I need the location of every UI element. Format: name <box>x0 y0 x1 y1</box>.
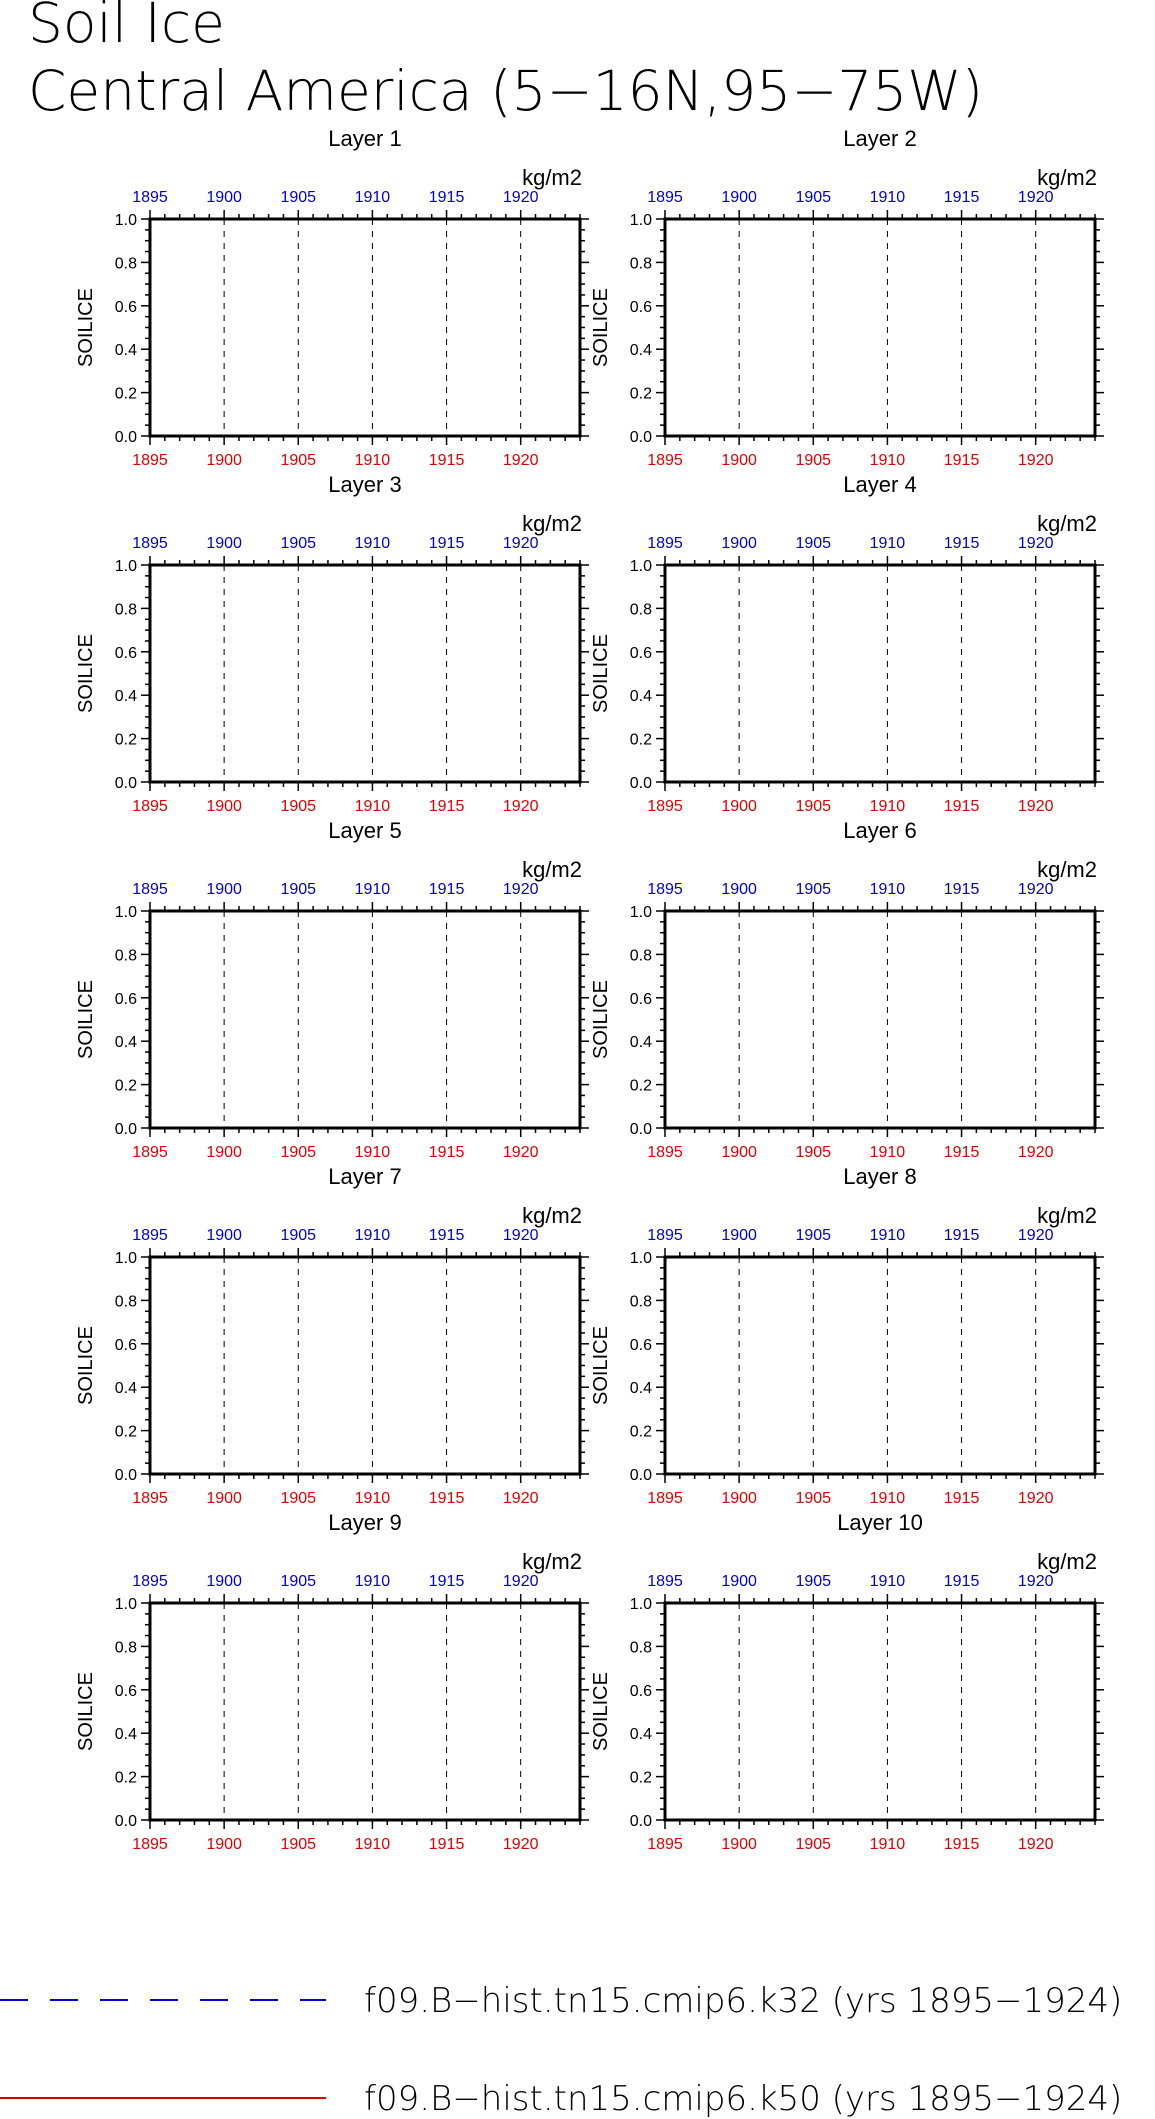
y-tick-label: 0.2 <box>629 1077 652 1095</box>
y-tick-label: 0.4 <box>114 1726 137 1744</box>
units-label: kg/m2 <box>522 511 582 536</box>
x-tick-label-bottom: 1905 <box>280 798 317 815</box>
y-tick-label: 0.4 <box>114 1380 137 1398</box>
x-tick-label-bottom: 1920 <box>1017 798 1054 815</box>
x-tick-label-bottom: 1910 <box>354 1144 391 1161</box>
x-tick-label-bottom: 1900 <box>206 798 242 815</box>
x-tick-label-top: 1910 <box>354 881 391 898</box>
y-tick-label: 0.6 <box>629 644 652 662</box>
x-tick-label-bottom: 1895 <box>647 1836 683 1853</box>
figure-title-line2: Central America (5−16N,95−75W) <box>28 59 984 123</box>
x-tick-label-bottom: 1915 <box>943 452 980 469</box>
y-tick-label: 1.0 <box>114 1596 137 1613</box>
panel-title: Layer 8 <box>843 1164 917 1189</box>
y-tick-label: 0.8 <box>114 1293 137 1311</box>
x-tick-label-bottom: 1895 <box>132 798 168 815</box>
x-tick-label-top: 1915 <box>943 189 980 206</box>
x-tick-label-bottom: 1905 <box>795 1490 832 1507</box>
y-tick-label: 0.6 <box>114 644 137 662</box>
panel-title: Layer 5 <box>328 818 402 843</box>
x-tick-label-top: 1900 <box>721 881 757 898</box>
x-tick-label-bottom: 1915 <box>428 1836 465 1853</box>
y-tick-label: 0.0 <box>114 1467 137 1484</box>
y-tick-label: 0.8 <box>114 1639 137 1657</box>
y-tick-label: 0.8 <box>114 601 137 619</box>
y-axis-label: SOILICE <box>590 1326 612 1405</box>
x-tick-label-bottom: 1910 <box>354 1836 391 1853</box>
units-label: kg/m2 <box>1037 1203 1097 1228</box>
x-tick-label-top: 1920 <box>502 1573 539 1590</box>
panel-title: Layer 1 <box>328 126 402 151</box>
x-tick-label-top: 1905 <box>795 881 832 898</box>
x-tick-label-top: 1895 <box>132 1573 168 1590</box>
y-axis-label: SOILICE <box>75 1326 97 1405</box>
y-tick-label: 0.4 <box>629 688 652 706</box>
y-tick-label: 0.0 <box>629 1813 652 1830</box>
x-tick-label-bottom: 1900 <box>206 1490 242 1507</box>
x-tick-label-top: 1895 <box>132 881 168 898</box>
y-tick-label: 0.6 <box>114 298 137 316</box>
x-tick-label-top: 1895 <box>132 1227 168 1244</box>
x-tick-label-bottom: 1900 <box>206 1836 242 1853</box>
x-tick-label-top: 1910 <box>354 535 391 552</box>
x-tick-label-bottom: 1915 <box>428 798 465 815</box>
y-tick-label: 0.8 <box>629 601 652 619</box>
panel-title: Layer 9 <box>328 1510 402 1535</box>
x-tick-label-bottom: 1900 <box>721 1836 757 1853</box>
x-tick-label-top: 1910 <box>354 189 391 206</box>
y-tick-label: 1.0 <box>629 904 652 921</box>
panel-title: Layer 2 <box>843 126 917 151</box>
y-tick-label: 0.2 <box>629 1769 652 1787</box>
y-tick-label: 0.4 <box>629 1034 652 1052</box>
x-tick-label-bottom: 1895 <box>647 1144 683 1161</box>
x-tick-label-top: 1895 <box>647 535 683 552</box>
units-label: kg/m2 <box>522 165 582 190</box>
x-tick-label-bottom: 1915 <box>428 1144 465 1161</box>
x-tick-label-bottom: 1910 <box>869 1144 906 1161</box>
x-tick-label-bottom: 1905 <box>795 1144 832 1161</box>
units-label: kg/m2 <box>1037 165 1097 190</box>
y-tick-label: 0.8 <box>629 1293 652 1311</box>
x-tick-label-top: 1905 <box>795 535 832 552</box>
x-tick-label-top: 1905 <box>795 1227 832 1244</box>
y-tick-label: 0.4 <box>629 1726 652 1744</box>
x-tick-label-bottom: 1900 <box>721 452 757 469</box>
units-label: kg/m2 <box>522 857 582 882</box>
x-tick-label-top: 1900 <box>206 189 242 206</box>
y-tick-label: 1.0 <box>629 212 652 229</box>
y-tick-label: 0.0 <box>629 775 652 792</box>
x-tick-label-bottom: 1915 <box>943 1144 980 1161</box>
y-axis-label: SOILICE <box>75 980 97 1059</box>
y-axis-label: SOILICE <box>590 634 612 713</box>
x-tick-label-bottom: 1915 <box>428 1490 465 1507</box>
x-tick-label-top: 1920 <box>1017 189 1054 206</box>
x-tick-label-top: 1905 <box>280 535 317 552</box>
y-tick-label: 0.4 <box>629 342 652 360</box>
legend-label-k32: f09.B−hist.tn15.cmip6.k32 (yrs 1895−1924) <box>364 1981 1123 2021</box>
x-tick-label-bottom: 1920 <box>502 1490 539 1507</box>
panel-title: Layer 6 <box>843 818 917 843</box>
x-tick-label-top: 1900 <box>721 535 757 552</box>
x-tick-label-bottom: 1920 <box>1017 1490 1054 1507</box>
y-tick-label: 0.0 <box>629 429 652 446</box>
panel-title: Layer 7 <box>328 1164 402 1189</box>
x-tick-label-bottom: 1920 <box>502 1144 539 1161</box>
x-tick-label-bottom: 1905 <box>795 798 832 815</box>
x-tick-label-bottom: 1900 <box>721 798 757 815</box>
x-tick-label-top: 1920 <box>502 535 539 552</box>
x-tick-label-top: 1910 <box>869 1573 906 1590</box>
x-tick-label-bottom: 1905 <box>795 1836 832 1853</box>
y-tick-label: 0.6 <box>114 990 137 1008</box>
x-tick-label-bottom: 1920 <box>1017 1836 1054 1853</box>
y-tick-label: 0.2 <box>629 385 652 403</box>
x-tick-label-top: 1915 <box>943 881 980 898</box>
y-axis-label: SOILICE <box>75 288 97 367</box>
y-tick-label: 0.2 <box>114 385 137 403</box>
x-tick-label-bottom: 1895 <box>132 1490 168 1507</box>
x-tick-label-bottom: 1915 <box>428 452 465 469</box>
units-label: kg/m2 <box>1037 1549 1097 1574</box>
x-tick-label-bottom: 1920 <box>502 798 539 815</box>
y-tick-label: 0.2 <box>114 731 137 749</box>
y-tick-label: 1.0 <box>114 904 137 921</box>
x-tick-label-bottom: 1895 <box>132 1836 168 1853</box>
y-tick-label: 0.6 <box>114 1682 137 1700</box>
x-tick-label-top: 1895 <box>132 535 168 552</box>
x-tick-label-top: 1910 <box>354 1573 391 1590</box>
panel-title: Layer 10 <box>837 1510 923 1535</box>
y-tick-label: 0.6 <box>629 1682 652 1700</box>
x-tick-label-top: 1905 <box>280 1573 317 1590</box>
y-axis-label: SOILICE <box>75 634 97 713</box>
x-tick-label-top: 1900 <box>721 1227 757 1244</box>
x-tick-label-top: 1895 <box>132 189 168 206</box>
x-tick-label-bottom: 1920 <box>1017 452 1054 469</box>
y-tick-label: 0.2 <box>114 1077 137 1095</box>
y-tick-label: 1.0 <box>114 212 137 229</box>
y-tick-label: 0.0 <box>114 775 137 792</box>
x-tick-label-bottom: 1900 <box>721 1490 757 1507</box>
x-tick-label-bottom: 1910 <box>869 1836 906 1853</box>
x-tick-label-top: 1915 <box>428 881 465 898</box>
y-tick-label: 0.8 <box>629 255 652 273</box>
y-tick-label: 0.2 <box>114 1769 137 1787</box>
x-tick-label-top: 1915 <box>428 1573 465 1590</box>
units-label: kg/m2 <box>1037 511 1097 536</box>
x-tick-label-top: 1910 <box>869 881 906 898</box>
y-tick-label: 0.0 <box>114 1813 137 1830</box>
units-label: kg/m2 <box>522 1549 582 1574</box>
y-tick-label: 0.8 <box>114 255 137 273</box>
x-tick-label-top: 1910 <box>869 189 906 206</box>
y-tick-label: 0.0 <box>114 429 137 446</box>
x-tick-label-bottom: 1920 <box>502 452 539 469</box>
x-tick-label-bottom: 1905 <box>280 1144 317 1161</box>
x-tick-label-top: 1910 <box>354 1227 391 1244</box>
x-tick-label-top: 1920 <box>502 1227 539 1244</box>
legend-label-k50: f09.B−hist.tn15.cmip6.k50 (yrs 1895−1924) <box>364 2079 1123 2119</box>
y-axis-label: SOILICE <box>75 1672 97 1751</box>
y-axis-label: SOILICE <box>590 980 612 1059</box>
x-tick-label-bottom: 1895 <box>132 1144 168 1161</box>
x-tick-label-top: 1900 <box>206 1573 242 1590</box>
x-tick-label-bottom: 1900 <box>206 1144 242 1161</box>
x-tick-label-top: 1895 <box>647 881 683 898</box>
y-tick-label: 0.8 <box>629 1639 652 1657</box>
x-tick-label-bottom: 1905 <box>280 1836 317 1853</box>
y-tick-label: 0.0 <box>114 1121 137 1138</box>
y-tick-label: 0.6 <box>114 1336 137 1354</box>
panel-title: Layer 3 <box>328 472 402 497</box>
x-tick-label-top: 1915 <box>428 535 465 552</box>
x-tick-label-top: 1915 <box>428 1227 465 1244</box>
y-tick-label: 0.4 <box>114 1034 137 1052</box>
x-tick-label-top: 1900 <box>206 535 242 552</box>
x-tick-label-top: 1915 <box>943 535 980 552</box>
x-tick-label-bottom: 1920 <box>502 1836 539 1853</box>
x-tick-label-top: 1895 <box>647 1573 683 1590</box>
units-label: kg/m2 <box>522 1203 582 1228</box>
y-tick-label: 0.2 <box>114 1423 137 1441</box>
x-tick-label-top: 1920 <box>1017 1573 1054 1590</box>
x-tick-label-bottom: 1905 <box>795 452 832 469</box>
x-tick-label-bottom: 1910 <box>354 452 391 469</box>
x-tick-label-top: 1910 <box>869 1227 906 1244</box>
x-tick-label-bottom: 1910 <box>869 798 906 815</box>
x-tick-label-bottom: 1910 <box>869 452 906 469</box>
x-tick-label-bottom: 1895 <box>647 452 683 469</box>
x-tick-label-top: 1900 <box>721 1573 757 1590</box>
x-tick-label-top: 1905 <box>280 881 317 898</box>
y-axis-label: SOILICE <box>590 1672 612 1751</box>
x-tick-label-top: 1915 <box>943 1227 980 1244</box>
x-tick-label-bottom: 1910 <box>354 1490 391 1507</box>
x-tick-label-top: 1915 <box>943 1573 980 1590</box>
x-tick-label-top: 1900 <box>206 881 242 898</box>
x-tick-label-bottom: 1900 <box>721 1144 757 1161</box>
y-tick-label: 0.8 <box>114 947 137 965</box>
y-tick-label: 0.0 <box>629 1467 652 1484</box>
x-tick-label-top: 1895 <box>647 1227 683 1244</box>
x-tick-label-top: 1900 <box>721 189 757 206</box>
y-tick-label: 0.2 <box>629 1423 652 1441</box>
x-tick-label-top: 1900 <box>206 1227 242 1244</box>
y-tick-label: 0.0 <box>629 1121 652 1138</box>
y-tick-label: 0.4 <box>629 1380 652 1398</box>
y-tick-label: 0.6 <box>629 1336 652 1354</box>
x-tick-label-bottom: 1905 <box>280 1490 317 1507</box>
x-tick-label-top: 1920 <box>1017 535 1054 552</box>
units-label: kg/m2 <box>1037 857 1097 882</box>
x-tick-label-top: 1895 <box>647 189 683 206</box>
y-tick-label: 1.0 <box>629 558 652 575</box>
x-tick-label-bottom: 1910 <box>354 798 391 815</box>
y-tick-label: 0.4 <box>114 342 137 360</box>
x-tick-label-bottom: 1915 <box>943 1490 980 1507</box>
x-tick-label-bottom: 1895 <box>132 452 168 469</box>
panel-title: Layer 4 <box>843 472 917 497</box>
y-tick-label: 1.0 <box>629 1596 652 1613</box>
x-tick-label-top: 1905 <box>795 189 832 206</box>
y-tick-label: 1.0 <box>629 1250 652 1267</box>
x-tick-label-top: 1920 <box>1017 1227 1054 1244</box>
y-tick-label: 0.6 <box>629 990 652 1008</box>
x-tick-label-bottom: 1895 <box>647 798 683 815</box>
x-tick-label-top: 1920 <box>502 881 539 898</box>
x-tick-label-bottom: 1895 <box>647 1490 683 1507</box>
y-tick-label: 0.6 <box>629 298 652 316</box>
y-tick-label: 0.8 <box>629 947 652 965</box>
x-tick-label-top: 1905 <box>280 1227 317 1244</box>
x-tick-label-bottom: 1915 <box>943 1836 980 1853</box>
x-tick-label-top: 1905 <box>795 1573 832 1590</box>
x-tick-label-bottom: 1900 <box>206 452 242 469</box>
x-tick-label-top: 1915 <box>428 189 465 206</box>
x-tick-label-top: 1905 <box>280 189 317 206</box>
y-tick-label: 0.4 <box>114 688 137 706</box>
x-tick-label-top: 1920 <box>502 189 539 206</box>
y-tick-label: 1.0 <box>114 1250 137 1267</box>
x-tick-label-top: 1920 <box>1017 881 1054 898</box>
x-tick-label-bottom: 1915 <box>943 798 980 815</box>
x-tick-label-top: 1910 <box>869 535 906 552</box>
figure-title-line1: Soil Ice <box>28 0 225 55</box>
x-tick-label-bottom: 1920 <box>1017 1144 1054 1161</box>
y-tick-label: 0.2 <box>629 731 652 749</box>
y-axis-label: SOILICE <box>590 288 612 367</box>
x-tick-label-bottom: 1905 <box>280 452 317 469</box>
y-tick-label: 1.0 <box>114 558 137 575</box>
x-tick-label-bottom: 1910 <box>869 1490 906 1507</box>
